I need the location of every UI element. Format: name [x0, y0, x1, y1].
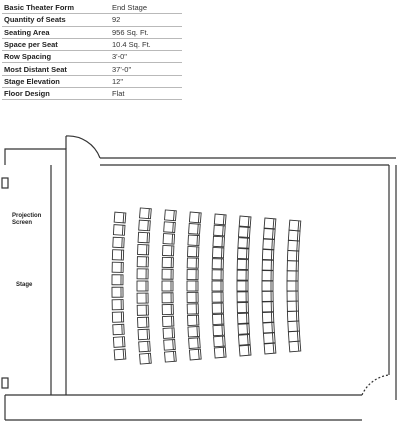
stage-label: Stage: [16, 282, 33, 288]
seat: [112, 287, 123, 297]
seat: [288, 321, 300, 332]
seat: [237, 259, 248, 269]
spec-label: Basic Theater Form: [2, 2, 110, 14]
seat: [287, 261, 298, 271]
seat: [140, 208, 152, 219]
seat: [162, 269, 173, 279]
seat: [238, 227, 250, 238]
seat: [139, 220, 151, 231]
spec-label: Floor Design: [2, 88, 110, 100]
seat: [262, 260, 273, 270]
seat: [238, 248, 249, 258]
seat: [164, 222, 176, 233]
spec-label: Row Spacing: [2, 51, 110, 63]
seat: [213, 325, 225, 336]
seat: [239, 345, 251, 356]
seat: [288, 240, 300, 251]
seat: [262, 291, 273, 301]
seat: [287, 281, 298, 291]
seat: [288, 331, 300, 342]
seat: [238, 334, 250, 345]
seat: [287, 301, 298, 311]
seat: [137, 305, 148, 315]
seat: [113, 237, 124, 248]
seat: [263, 322, 275, 333]
seat: [189, 349, 201, 360]
seat: [163, 245, 174, 255]
spec-label: Stage Elevation: [2, 75, 110, 87]
seat: [187, 270, 198, 280]
seat: [237, 270, 248, 280]
seat: [214, 214, 226, 225]
seat: [213, 314, 224, 324]
seat: [162, 293, 173, 303]
spec-value: 92: [110, 14, 182, 26]
spec-label: Seating Area: [2, 26, 110, 38]
seat: [164, 339, 176, 350]
seat: [113, 225, 125, 236]
seat: [214, 347, 226, 358]
seat: [188, 246, 199, 256]
spec-value: 3'-0": [110, 51, 182, 63]
seat: [188, 326, 200, 337]
seat: [114, 349, 126, 360]
seat: [163, 328, 175, 339]
seat: [237, 281, 248, 291]
seat: [113, 324, 124, 335]
seat: [289, 220, 301, 231]
seat: [138, 232, 150, 243]
seat: [288, 230, 300, 241]
seat: [238, 313, 249, 323]
spec-value: End Stage: [110, 2, 182, 14]
seat: [137, 293, 148, 303]
spec-label: Quantity of Seats: [2, 14, 110, 26]
seat: [189, 338, 201, 349]
seat: [137, 269, 148, 279]
seat: [214, 336, 226, 347]
seat: [114, 212, 126, 223]
seat: [289, 341, 301, 352]
spec-value: 37'-0": [110, 63, 182, 75]
seat: [237, 292, 248, 302]
seat: [212, 281, 223, 291]
spec-value: 956 Sq. Ft.: [110, 26, 182, 38]
seat: [213, 236, 225, 247]
seat: [162, 304, 173, 314]
seating-area: [112, 208, 301, 364]
seat: [212, 292, 223, 302]
seat: [112, 262, 123, 272]
seat: [287, 271, 298, 281]
seat: [262, 302, 273, 312]
seat: [187, 292, 198, 302]
screen-label: Screen: [12, 220, 33, 226]
seat: [264, 218, 276, 229]
seat: [189, 224, 201, 235]
seat: [263, 333, 275, 344]
seat: [187, 281, 198, 291]
seat: [137, 257, 148, 267]
seat: [112, 300, 123, 310]
seat: [212, 259, 223, 269]
seat: [264, 343, 276, 354]
seat: [112, 312, 123, 322]
seat: [165, 210, 177, 221]
seat: [212, 270, 223, 280]
seat: [112, 250, 123, 260]
seat: [238, 238, 250, 249]
seat: [188, 315, 199, 325]
spec-label: Most Distant Seat: [2, 63, 110, 75]
seat: [137, 281, 148, 291]
seat: [213, 247, 224, 257]
seat: [139, 341, 151, 352]
seat: [140, 353, 152, 364]
seat: [287, 311, 298, 321]
spec-value: Flat: [110, 88, 182, 100]
seat: [262, 249, 273, 259]
projection-label: Projection: [12, 213, 42, 219]
seat: [112, 275, 123, 285]
spec-label: Space per Seat: [2, 38, 110, 50]
seat: [287, 251, 298, 261]
seat: [187, 258, 198, 268]
seat: [162, 281, 173, 291]
seat: [163, 316, 174, 326]
seat: [138, 329, 150, 340]
seat: [189, 212, 201, 223]
spec-value: 10.4 Sq. Ft.: [110, 38, 182, 50]
spec-value: 12": [110, 75, 182, 87]
seat: [212, 303, 223, 313]
seat: [287, 291, 298, 301]
seat: [239, 216, 251, 227]
seat: [138, 244, 149, 254]
seat: [263, 239, 275, 250]
seat: [138, 317, 149, 327]
seat: [187, 304, 198, 314]
walls: [2, 136, 396, 420]
seat: [165, 351, 177, 362]
seat: [113, 337, 125, 348]
seat: [188, 235, 200, 246]
seat: [162, 257, 173, 267]
seat: [163, 234, 175, 245]
seat: [238, 324, 250, 335]
seat: [262, 271, 273, 281]
seat: [263, 229, 275, 240]
seat: [214, 225, 226, 236]
seat: [262, 312, 273, 322]
seat: [237, 302, 248, 312]
seat: [262, 281, 273, 291]
